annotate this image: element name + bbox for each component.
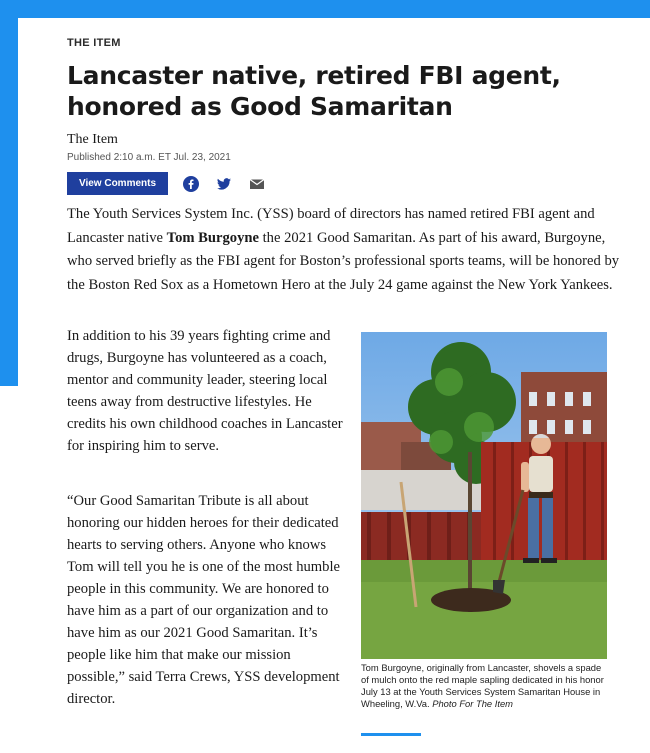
email-icon[interactable] <box>249 176 265 192</box>
twitter-icon[interactable] <box>216 176 232 192</box>
lead-paragraph <box>67 203 622 297</box>
lead-text-name: Tom Burgoyne <box>166 229 259 246</box>
article-photo[interactable] <box>361 332 607 659</box>
lead-text-start: The Youth Services System Inc. (YSS) board of directors has named retired FBI agent and Lancaster native <box>67 206 595 246</box>
body-paragraph-2: In addition to his 39 years fighting crime and drugs, Burgoyne has volunteered as a coach, mentor and community leader, steering local teens away from destructive lifestyles. He credits his own childhood coaches in Lancaster for inspiring him to serve. <box>67 328 343 454</box>
byline[interactable]: The Item <box>67 132 118 147</box>
caption-text: Tom Burgoyne, originally from Lancaster, shovels a spade of mulch onto the red maple sapling dedicated in his honor July 13 at the Youth Services System Samaritan House in Wheeling, W.Va. <box>361 662 604 709</box>
view-comments-button[interactable]: View Comments <box>67 172 168 195</box>
photo-credit: Photo For The Item <box>432 698 513 709</box>
lead-text-end: the 2021 Good Samaritan. As part of his award, Burgoyne, who served briefly as the FBI agent for Boston’s professional sports teams, will be honored by the Boston Red Sox as a Hometown Hero at the July 24 game against the New York Yankees. <box>67 229 620 293</box>
published-date: Published 2:10 a.m. ET Jul. 23, 2021 <box>67 152 231 163</box>
facebook-icon[interactable] <box>183 176 199 192</box>
body-paragraph-3: “Our Good Samaritan Tribute is all about honoring our hidden heroes for their dedicated hearts to serving others. Anyone who knows Tom will tell you he is one of the most humble people in this community. We are honored to have him as a part of our organization and to have him as our 2021 Good Samaritan. It’s people like him that make our mission possible,” said Terra Crews, YSS development director. <box>67 493 340 707</box>
top-accent-band <box>0 0 650 18</box>
left-accent-band <box>0 0 18 386</box>
caption-accent-rule <box>361 733 421 736</box>
photo-caption <box>361 662 611 710</box>
headline: Lancaster native, retired FBI agent, honored as Good Samaritan <box>67 61 561 121</box>
section-label[interactable]: THE ITEM <box>67 37 121 49</box>
